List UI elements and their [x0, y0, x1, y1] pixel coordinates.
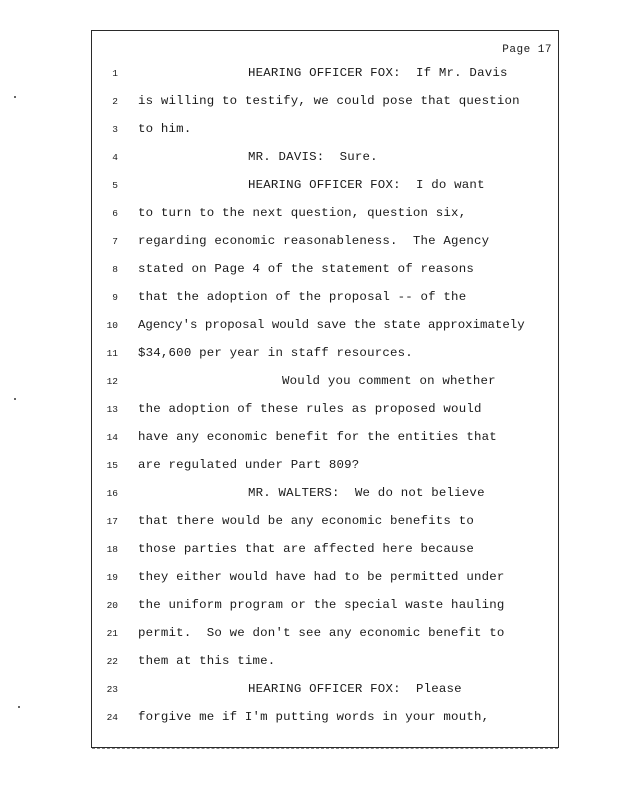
line-number: 17: [106, 516, 118, 527]
line-text: to turn to the next question, question six,: [138, 206, 467, 220]
page-bottom-rule: [92, 748, 558, 750]
scan-speck: [14, 96, 16, 98]
line-text: HEARING OFFICER FOX: Please: [248, 682, 462, 696]
transcript-line: [0, 206, 618, 226]
line-text: HEARING OFFICER FOX: I do want: [248, 178, 485, 192]
transcript-line: [0, 290, 618, 310]
transcript-line: [0, 570, 618, 590]
page-number-label: Page 17: [502, 44, 552, 56]
transcript-line: [0, 178, 618, 198]
line-number: 13: [106, 404, 118, 415]
line-number: 4: [112, 152, 118, 163]
transcript-line: [0, 542, 618, 562]
line-text: permit. So we don't see any economic benefit to: [138, 626, 505, 640]
line-number: 22: [106, 656, 118, 667]
transcript-line: [0, 626, 618, 646]
line-number: 15: [106, 460, 118, 471]
transcript-line: [0, 374, 618, 394]
transcript-line: [0, 94, 618, 114]
line-text: the adoption of these rules as proposed would: [138, 402, 482, 416]
line-text: those parties that are affected here because: [138, 542, 474, 556]
line-text: to him.: [138, 122, 192, 136]
line-number: 14: [106, 432, 118, 443]
line-text: that the adoption of the proposal -- of the: [138, 290, 467, 304]
transcript-line: [0, 262, 618, 282]
transcript-line: [0, 514, 618, 534]
scan-speck: [18, 706, 20, 708]
scan-speck: [14, 398, 16, 400]
line-number: 6: [112, 208, 118, 219]
line-text: regarding economic reasonableness. The Agency: [138, 234, 490, 248]
line-number: 21: [106, 628, 118, 639]
transcript-line: [0, 346, 618, 366]
line-number: 18: [106, 544, 118, 555]
line-text: the uniform program or the special waste hauling: [138, 598, 505, 612]
line-text: Agency's proposal would save the state approximately: [138, 318, 525, 332]
line-text: they either would have had to be permitted under: [138, 570, 505, 584]
transcript-line: [0, 318, 618, 338]
transcript-line: [0, 402, 618, 422]
line-text: MR. WALTERS: We do not believe: [248, 486, 485, 500]
line-number: 11: [106, 348, 118, 359]
line-text: Would you comment on whether: [282, 374, 496, 388]
transcript-line: [0, 682, 618, 702]
transcript-line: [0, 66, 618, 86]
transcript-line: [0, 486, 618, 506]
transcript-line: [0, 430, 618, 450]
line-number: 2: [112, 96, 118, 107]
line-number: 23: [106, 684, 118, 695]
transcript-line: [0, 234, 618, 254]
transcript-line: [0, 122, 618, 142]
line-text: are regulated under Part 809?: [138, 458, 360, 472]
line-text: forgive me if I'm putting words in your mouth,: [138, 710, 490, 724]
line-number: 24: [106, 712, 118, 723]
line-number: 20: [106, 600, 118, 611]
line-text: HEARING OFFICER FOX: If Mr. Davis: [248, 66, 508, 80]
line-number: 19: [106, 572, 118, 583]
line-number: 9: [112, 292, 118, 303]
line-text: stated on Page 4 of the statement of reasons: [138, 262, 474, 276]
line-text: have any economic benefit for the entities that: [138, 430, 497, 444]
transcript-line: [0, 598, 618, 618]
line-number: 1: [112, 68, 118, 79]
line-number: 12: [106, 376, 118, 387]
line-number: 5: [112, 180, 118, 191]
line-text: $34,600 per year in staff resources.: [138, 346, 413, 360]
line-number: 3: [112, 124, 118, 135]
transcript-line: [0, 150, 618, 170]
line-text: that there would be any economic benefits to: [138, 514, 474, 528]
line-text: is willing to testify, we could pose that question: [138, 94, 520, 108]
line-number: 10: [106, 320, 118, 331]
line-number: 16: [106, 488, 118, 499]
transcript-line: [0, 654, 618, 674]
transcript-line: [0, 710, 618, 730]
line-number: 7: [112, 236, 118, 247]
line-text: them at this time.: [138, 654, 276, 668]
line-number: 8: [112, 264, 118, 275]
transcript-line: [0, 458, 618, 478]
line-text: MR. DAVIS: Sure.: [248, 150, 378, 164]
